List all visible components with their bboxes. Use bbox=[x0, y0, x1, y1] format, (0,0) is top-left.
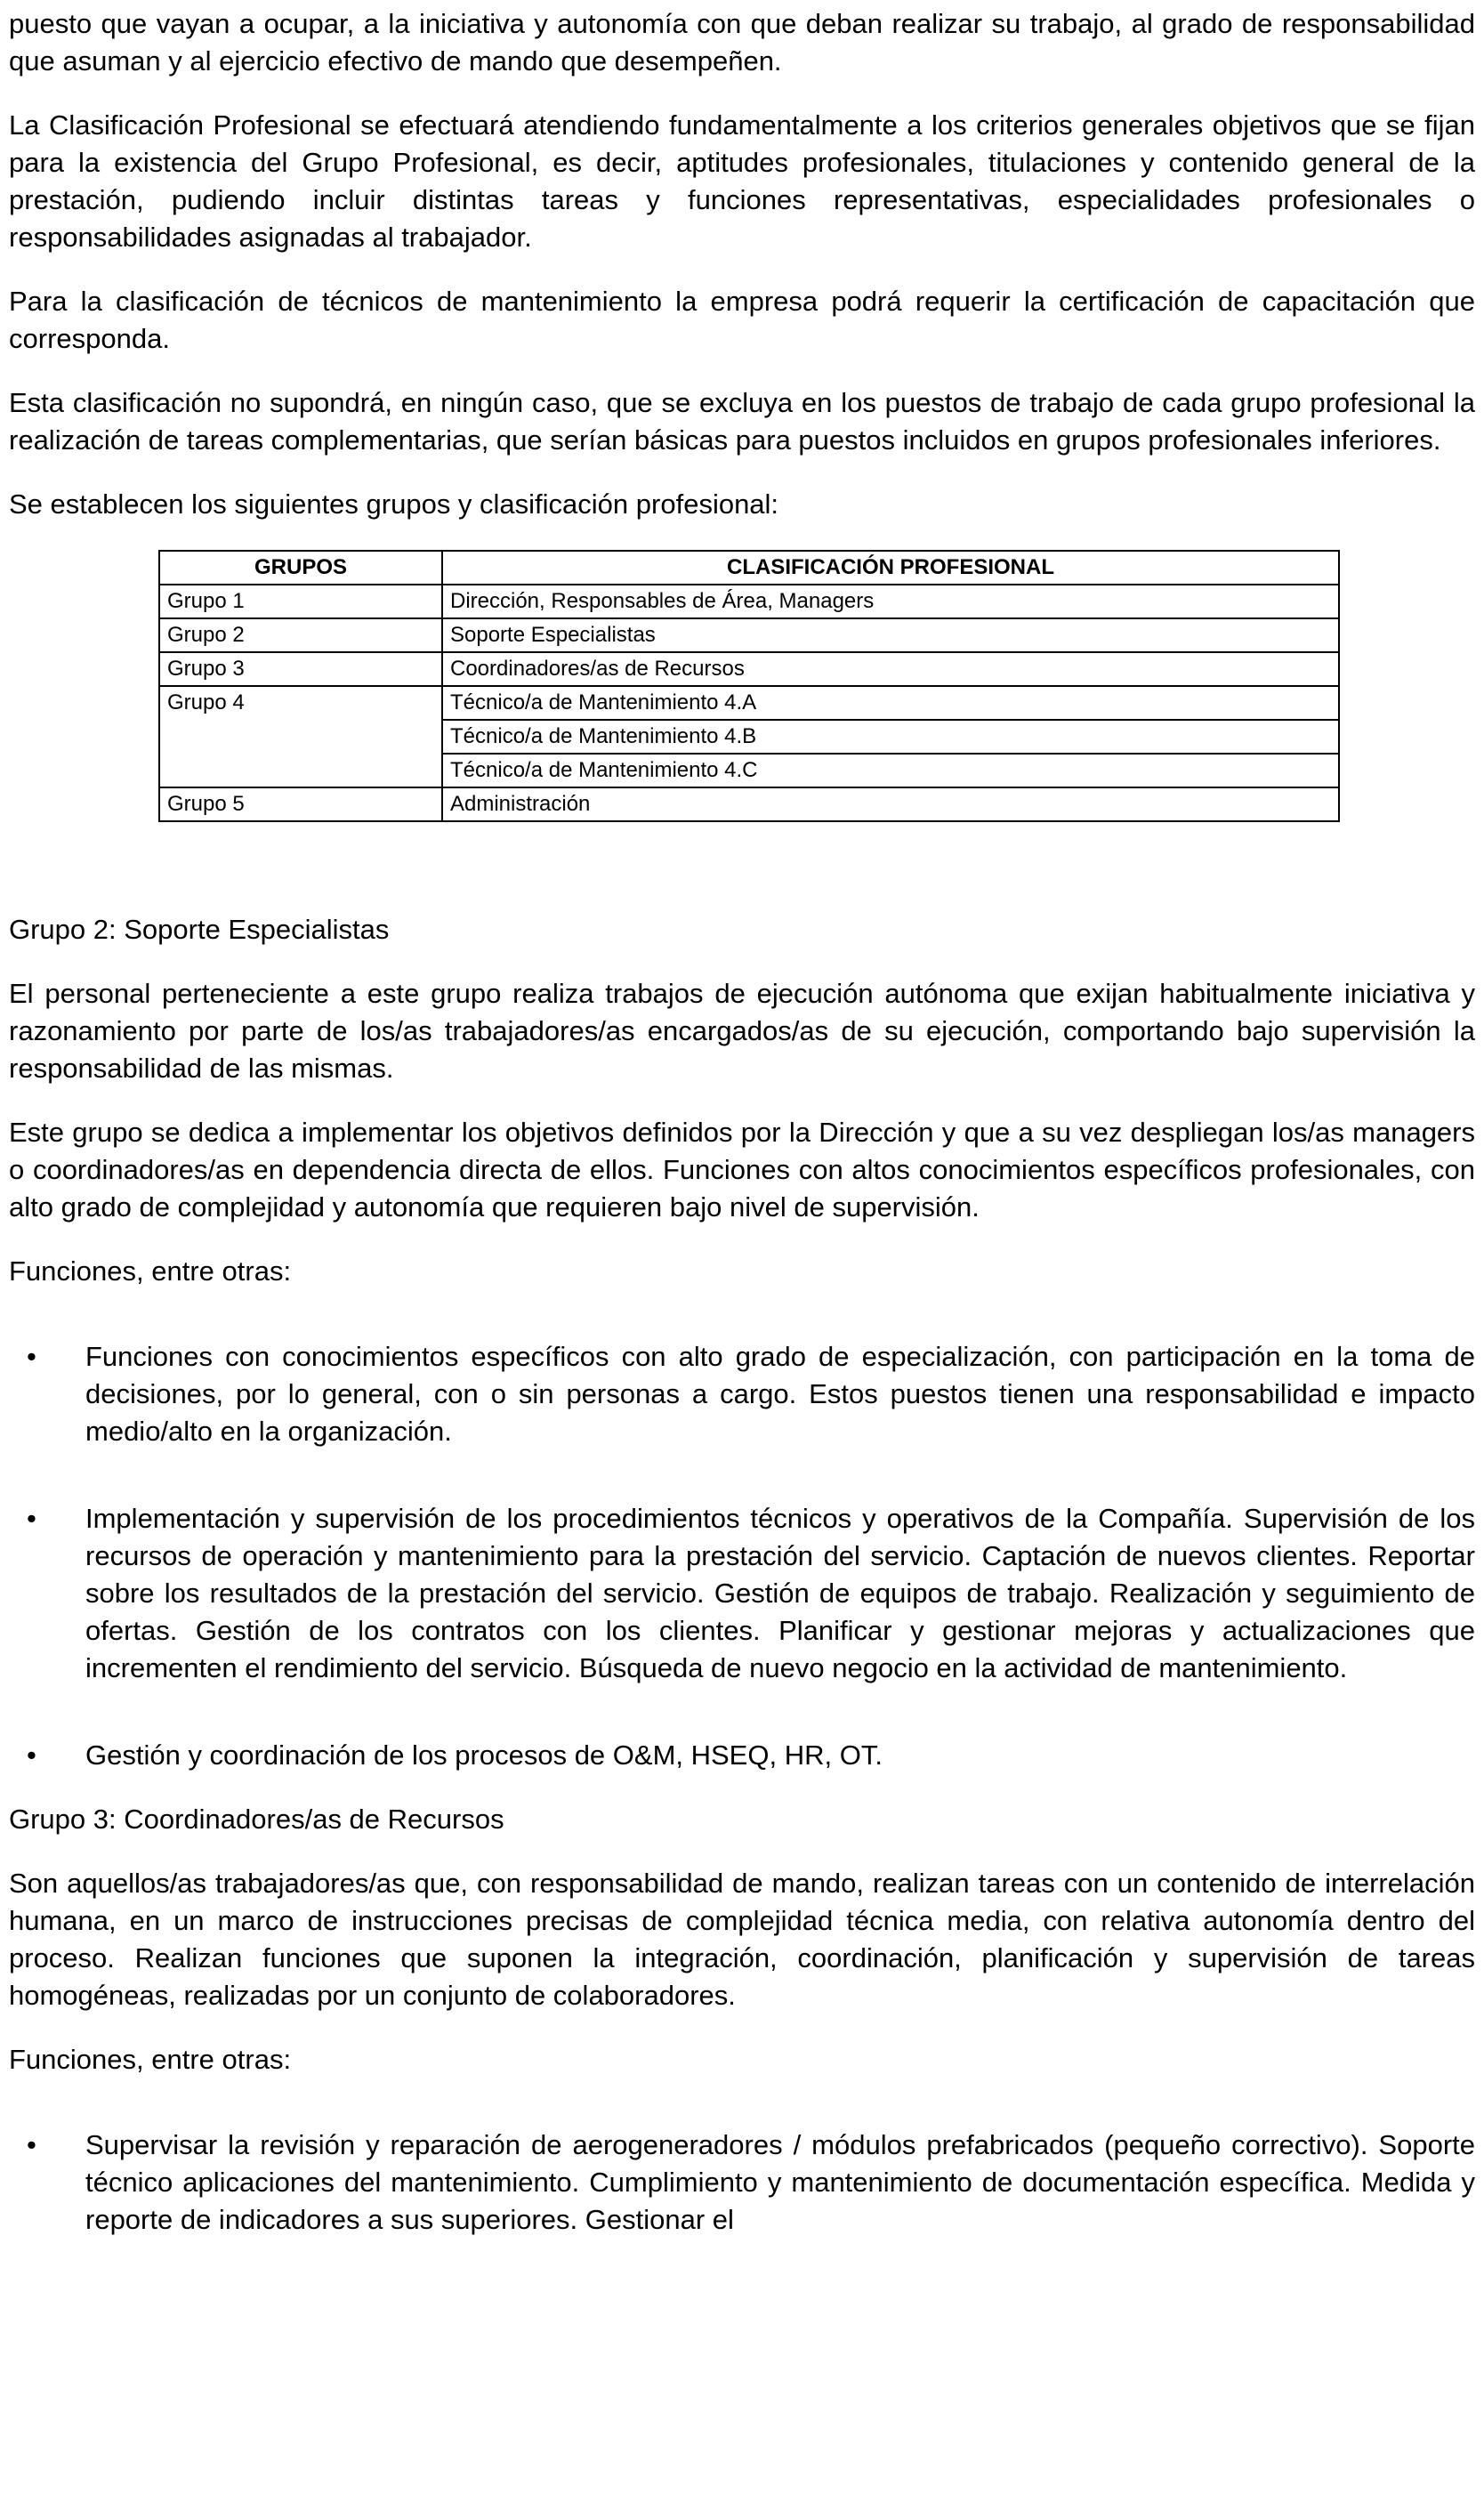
paragraph-tecnicos-certificacion: Para la clasificación de técnicos de mantenimiento la empresa podrá requerir la certificación de capacitación que corresponda. bbox=[9, 286, 1475, 354]
list-item-text: Gestión y coordinación de los procesos de O&M, HSEQ, HR, OT. bbox=[85, 1739, 883, 1771]
paragraph-grupo2-descripcion: El personal perteneciente a este grupo realiza trabajos de ejecución autónoma que exijan habitualmente iniciativa y razonamiento por parte de los/as trabajadores/as encargados/as de su ejecución, comportando bajo supervisión la responsabilidad de las mismas. bbox=[9, 978, 1475, 1084]
list-item-text: Supervisar la revisión y reparación de aerogeneradores / módulos prefabricados (pequeño correctivo). Soporte técnico aplicaciones del mantenimiento. Cumplimiento y mantenimiento de documentación específica. Medida y reporte de indicadores a sus superiores. Gestionar el bbox=[85, 2129, 1475, 2235]
bullet-icon: • bbox=[27, 1503, 36, 1534]
list-item bbox=[9, 1338, 1475, 1450]
bullet-icon: • bbox=[27, 2129, 36, 2160]
table-header-grupos: GRUPOS bbox=[159, 551, 442, 585]
table-row bbox=[159, 585, 1339, 618]
table-header-row bbox=[159, 551, 1339, 585]
table-cell-grupo: Grupo 1 bbox=[159, 585, 442, 618]
paragraph-clasificacion-profesional: La Clasificación Profesional se efectuará atendiendo fundamentalmente a los criterios generales objetivos que se fijan para la existencia del Grupo Profesional, es decir, aptitudes profesionales, titulaciones y contenido general de la prestación, pudiendo incluir distintas tareas y funciones representativas, especialidades profesionales o responsabilidades asignadas al trabajador. bbox=[9, 109, 1475, 253]
label-funciones-grupo2: Funciones, entre otras: bbox=[9, 1255, 292, 1287]
paragraph-continuation: puesto que vayan a ocupar, a la iniciativa y autonomía con que deban realizar su trabajo, al grado de responsabilidad que asuman y al ejercicio efectivo de mando que desempeñen. bbox=[9, 8, 1475, 77]
list-item-text: Funciones con conocimientos específicos con alto grado de especialización, con participación en la toma de decisiones, por lo general, con o sin personas a cargo. Estos puestos tienen una responsabilidad e impacto medio/alto en la organización. bbox=[85, 1341, 1475, 1447]
table-cell-clasificacion: Técnico/a de Mantenimiento 4.A bbox=[442, 686, 1339, 720]
table-cell-grupo: Grupo 2 bbox=[159, 618, 442, 652]
table-cell-clasificacion: Coordinadores/as de Recursos bbox=[442, 652, 1339, 686]
list-item-text: Implementación y supervisión de los procedimientos técnicos y operativos de la Compañía. Supervisión de los recursos de operación y mantenimiento para la prestación del servicio. Captación de nuevos clientes. Reportar sobre los resultados de la prestación del servicio. Gestión de equipos de trabajo. Realización y seguimiento de ofertas. Gestión de los contratos con los clientes. Planificar y gestionar mejoras y actualizaciones que incrementen el rendimiento del servicio. Búsqueda de nuevo negocio en la actividad de mantenimiento. bbox=[85, 1503, 1475, 1683]
bullet-list-grupo3 bbox=[9, 2127, 1475, 2239]
list-item bbox=[9, 2127, 1475, 2239]
table-cell-grupo: Grupo 4 bbox=[159, 686, 442, 787]
paragraph-grupo3-descripcion: Son aquellos/as trabajadores/as que, con responsabilidad de mando, realizan tareas con un contenido de interrelación humana, en un marco de instrucciones precisas de complejidad técnica media, con relativa autonomía dentro del proceso. Realizan funciones que suponen la integración, coordinación, planificación y supervisión de tareas homogéneas, realizadas por un conjunto de colaboradores. bbox=[9, 1868, 1475, 2011]
paragraph-tareas-complementarias: Esta clasificación no supondrá, en ningún caso, que se excluya en los puestos de trabajo de cada grupo profesional la realización de tareas complementarias, que serían básicas para puestos incluidos en grupos profesionales inferiores. bbox=[9, 387, 1475, 456]
table-cell-clasificacion: Dirección, Responsables de Área, Managers bbox=[442, 585, 1339, 618]
label-funciones-grupo3: Funciones, entre otras: bbox=[9, 2044, 292, 2075]
table-header-clasificacion: CLASIFICACIÓN PROFESIONAL bbox=[442, 551, 1339, 585]
paragraph-intro-tabla: Se establecen los siguientes grupos y clasificación profesional: bbox=[9, 488, 779, 520]
table-cell-clasificacion: Técnico/a de Mantenimiento 4.C bbox=[442, 754, 1339, 787]
classification-table bbox=[158, 550, 1340, 822]
list-item bbox=[9, 1500, 1475, 1687]
table-cell-clasificacion: Técnico/a de Mantenimiento 4.B bbox=[442, 720, 1339, 754]
bullet-icon: • bbox=[27, 1341, 36, 1372]
bullet-icon: • bbox=[27, 1739, 36, 1771]
table-cell-clasificacion: Administración bbox=[442, 787, 1339, 821]
table-cell-grupo: Grupo 3 bbox=[159, 652, 442, 686]
table-row bbox=[159, 787, 1339, 821]
bullet-list-grupo2 bbox=[9, 1338, 1475, 1774]
heading-grupo-2: Grupo 2: Soporte Especialistas bbox=[9, 914, 390, 945]
table-row bbox=[159, 652, 1339, 686]
table-cell-grupo: Grupo 5 bbox=[159, 787, 442, 821]
paragraph-grupo2-objetivos: Este grupo se dedica a implementar los objetivos definidos por la Dirección y que a su vez despliegan los/as managers o coordinadores/as en dependencia directa de ellos. Funciones con altos conocimientos específicos profesionales, con alto grado de complejidad y autonomía que requieren bajo nivel de supervisión. bbox=[9, 1117, 1475, 1223]
table-row bbox=[159, 686, 1339, 720]
list-item bbox=[9, 1737, 1475, 1774]
heading-grupo-3: Grupo 3: Coordinadores/as de Recursos bbox=[9, 1804, 504, 1835]
table-cell-clasificacion: Soporte Especialistas bbox=[442, 618, 1339, 652]
table-row bbox=[159, 618, 1339, 652]
